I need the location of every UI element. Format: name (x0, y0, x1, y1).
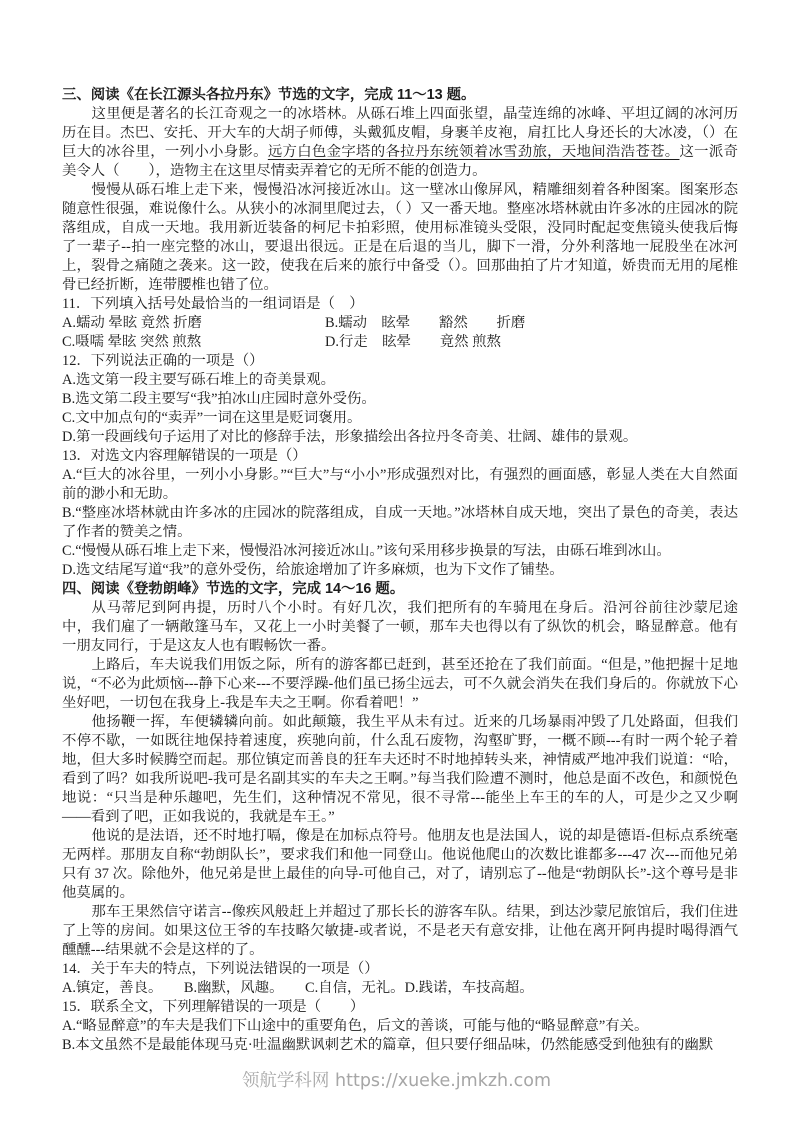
q12-option-c: C.文中加点句的“卖弄”一词在这里是贬词褒用。 (62, 410, 362, 426)
exam-content (62, 86, 738, 1055)
section-3-heading: 三、阅读《在长江源头各拉丹东》节选的文字，完成 11～13 题。 (62, 87, 476, 103)
q15-option-a: A.“略显醉意”的车夫是我们下山途中的重要角色，后文的善谈，可能与他的“略显醉意”有关。 (62, 1018, 649, 1034)
question-11-stem: 11．下列填入括号处最恰当的一组词语是（ ） (62, 296, 364, 312)
s3-paragraph-2: 慢慢从砾石堆上走下来，慢慢沿冰河接近冰山。这一壁冰山像屏风，精雕细刻着各种图案。图案形态随意性很强，难说像什么。从狭小的冰洞里爬过去，（ ）又一番天地。整座冰塔林就由许多冰的庄园冰的院落组成，自成一天地。我用新近装备的柯尼卡拍彩照，使用标准镜头受限，没同时配起变焦镜头使我后悔了一辈子--拍一座完整的冰山，要退出很远。正是在后退的当儿，脚下一滑，分外利落地一屁股坐在冰河上，裂骨之痛随之袭来。这一跤，使我在后来的旅行中备受（）。回那曲拍了片才知道，娇贵而无用的尾椎骨已经折断，连带腰椎也错了位。 (62, 182, 738, 293)
q11-option-d: D.行走 眩晕 竟然 煎熬 (325, 334, 501, 350)
q11-option-c: C.嗫嚅 晕眩 突然 煎熬 (62, 334, 202, 350)
question-13-stem: 13．对选文内容理解错误的一项是（） (62, 448, 307, 464)
s4-paragraph-1: 从马蒂尼到阿冉提，历时八个小时。有好几次，我们把所有的车骑甩在身后。沿河谷前往沙蒙尼途中，我们雇了一辆敞篷马车，又花上一小时美餐了一顿，那车夫也得以有了纵饮的机会，略显醉意。他有一朋友同行，于是这友人也有暇畅饮一番。 (62, 600, 738, 654)
question-11-options-row-1 (62, 314, 738, 333)
q13-option-d: D.选文结尾写道“我”的意外受伤，给旅途增加了许多麻烦，也为下文作了铺垫。 (62, 562, 564, 578)
s4-paragraph-3: 他扬鞭一挥，车便辚辚向前。如此颠簸，我生平从未有过。近来的几场暴雨冲毁了几处路面，但我们不停不歇，一如既往地保持着速度，疾驰向前，什么乱石废物，沟壑旷野，一概不顾---有时一两个轮子着地，但大多时候腾空而起。那位镇定而善良的狂车夫还时不时地掉转头来，神情威严地冲我们说道：“哈，看到了吗？如我所说吧-我可是名副其实的车夫之王啊。”每当我们险遭不测时，他总是面不改色，和颜悦色地说：“只当是种乐趣吧，先生们，这种情况不常见，很不寻常---能坐上车王的车的人，可是少之又少啊——看到了吧，正如我说的，我就是车王。” (62, 714, 738, 825)
question-15-stem: 15．联系全文，下列理解错误的一项是（ ） (62, 999, 365, 1015)
s3-paragraph-1 (62, 105, 738, 181)
s3-p1-text-after: 这一派奇美令人（ ），造物主在这里尽情卖弄着它的无所不能的创造力。 (62, 144, 738, 179)
s4-paragraph-4: 他说的是法语，还不时地打嗝，像是在加标点符号。他朋友也是法国人，说的却是德语-但标点系统毫无两样。那朋友自称“勃朗队长”，要求我们和他一同登山。他说他爬山的次数比谁都多---47 次---而他兄弟只有 37 次。除他外，他兄弟是世上最佳的向导-可他自己，对了，请别忘了--他是“勃朗队长”-这个尊号是非他莫属的。 (62, 828, 738, 901)
s3-p1-text-before: 这里便是著名的长江奇观之一的冰塔林。从砾石堆上四面张望，晶莹连绵的冰峰、平坦辽阔的冰河历历在目。杰巴、安托、开大车的大胡子师傅，头戴狐皮帽，身裹羊皮袍，肩扛比人身还长的大冰凌，（）在巨大的冰谷里，一列小小身影。 (62, 106, 738, 160)
q13-option-b: B.“整座冰塔林就由许多冰的庄园冰的院落组成，自成一天地。”冰塔林自成天地，突出了景色的奇美，表达了作者的赞美之情。 (62, 505, 738, 540)
q12-option-b: B.选文第二段主要写“我”拍冰山庄园时意外受伤。 (62, 391, 376, 407)
q15-option-b: B.本文虽然不是最能体现马克·吐温幽默讽刺艺术的篇章，但只要仔细品味，仍然能感受到他独有的幽默 (62, 1037, 714, 1053)
q13-option-a: A.“巨大的冰谷里，一列小小身影。”“巨大”与“小小”形成强烈对比，有强烈的画面感，彰显人类在大自然面前的渺小和无助。 (62, 467, 738, 502)
q11-option-b: B.蠕动 眩晕 豁然 折磨 (325, 315, 526, 331)
question-12-stem: 12．下列说法正确的一项是（） (62, 353, 264, 369)
site-watermark: 领航学科网 https://xueke.jmkzh.com (241, 1071, 552, 1091)
q12-option-a: A.选文第一段主要写砾石堆上的奇美景观。 (62, 372, 336, 388)
question-14-stem: 14．关于车夫的特点，下列说法错误的一项是（） (62, 961, 379, 977)
q13-option-c: C.“慢慢从砾石堆上走下来，慢慢沿冰河接近冰山。”该句采用移步换景的写法，由砾石堆到冰山。 (62, 543, 671, 559)
q14-options-line: A.镇定，善良。 B.幽默，风趣。 C.自信，无礼。D.践诺，车技高超。 (62, 980, 534, 996)
s4-paragraph-5: 那车王果然信守诺言--像疾风般赶上并超过了那长长的游客车队。结果，到达沙蒙尼旅馆后，我们住进了上等的房间。如果这位王爷的车技略欠敏捷-或者说，不是老天有意安排，让他在离开阿冉提时喝得酒气醺醺---结果就不会是这样的了。 (62, 904, 738, 958)
section-4-heading: 四、阅读《登勃朗峰》节选的文字，完成 14～16 题。 (62, 581, 405, 597)
q12-option-d: D.第一段画线句子运用了对比的修辞手法，形象描绘出各拉丹冬奇美、壮阔、雄伟的景观。 (62, 429, 638, 445)
s4-paragraph-2: 上路后，车夫说我们用饭之际，所有的游客都已赶到，甚至还抢在了我们前面。“但是，”他把握十足地说，“不必为此烦恼---静下心来---不要浮躁-他们虽已扬尘远去，可不久就会消失在我们身后的。你就放下心坐好吧，一切包在我身上-我是车夫之王啊。你看着吧！” (62, 657, 738, 711)
question-11-options-row-2 (62, 333, 738, 352)
q11-option-a: A.蠕动 晕眩 竟然 折磨 (62, 315, 202, 331)
s3-p1-underlined-sentence: 远方白色金字塔的各拉丹东统领着冰雪劲旅，天地间浩浩苍苍。 (267, 144, 680, 160)
